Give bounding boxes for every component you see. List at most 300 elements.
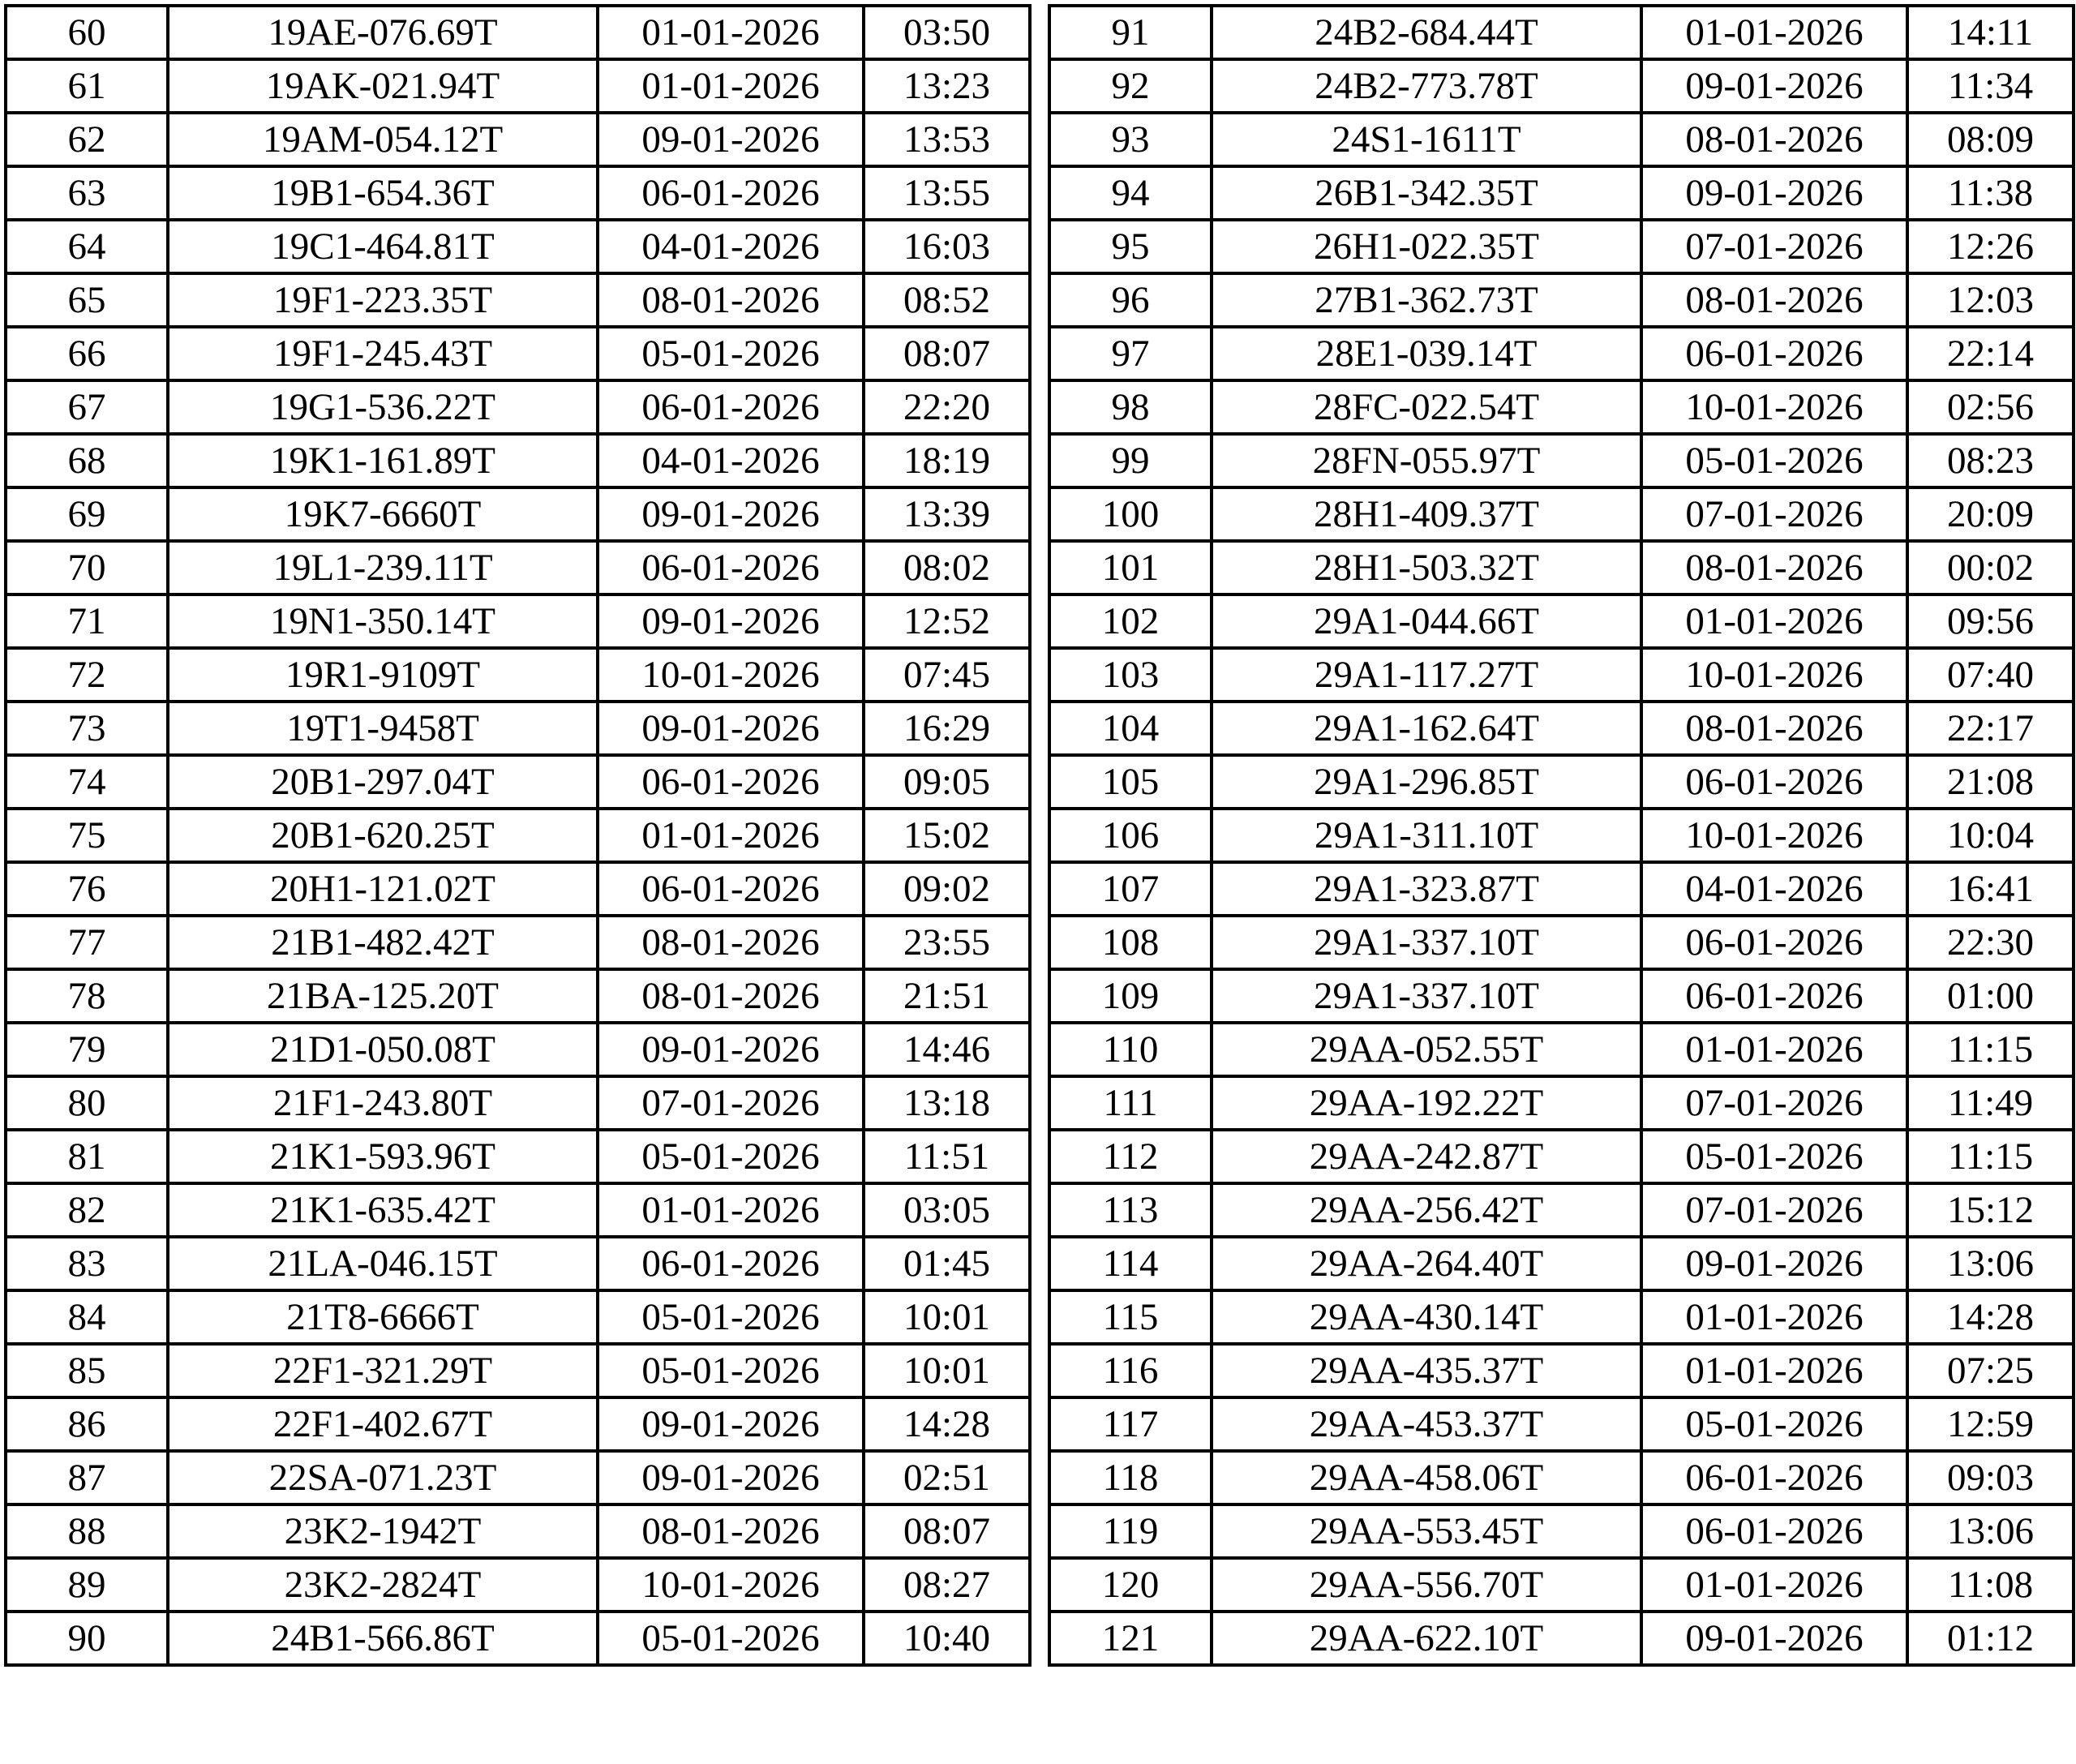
license-plate-cell: 21LA-046.15T (168, 1237, 598, 1290)
date-cell: 06-01-2026 (1641, 916, 1907, 969)
row-number-cell: 110 (1049, 1023, 1212, 1076)
date-cell: 05-01-2026 (598, 1344, 864, 1397)
time-cell: 11:15 (1907, 1023, 2074, 1076)
date-cell: 06-01-2026 (598, 1237, 864, 1290)
table-row (6, 434, 1030, 487)
license-plate-cell: 21T8-6666T (168, 1290, 598, 1344)
row-number-cell: 107 (1049, 862, 1212, 916)
date-cell: 04-01-2026 (1641, 862, 1907, 916)
row-number-cell: 112 (1049, 1130, 1212, 1183)
date-cell: 08-01-2026 (1641, 702, 1907, 755)
row-number-cell: 88 (6, 1504, 168, 1558)
table-row (1049, 1451, 2074, 1504)
license-plate-cell: 29AA-192.22T (1212, 1076, 1641, 1130)
row-number-cell: 111 (1049, 1076, 1212, 1130)
table-row (6, 648, 1030, 702)
date-cell: 09-01-2026 (598, 702, 864, 755)
row-number-cell: 101 (1049, 541, 1212, 594)
date-cell: 09-01-2026 (598, 113, 864, 166)
time-cell: 11:34 (1907, 59, 2074, 113)
license-plate-cell: 21B1-482.42T (168, 916, 598, 969)
table-row (1049, 273, 2074, 327)
license-plate-cell: 28H1-409.37T (1212, 487, 1641, 541)
date-cell: 06-01-2026 (1641, 969, 1907, 1023)
time-cell: 09:03 (1907, 1451, 2074, 1504)
table-row (6, 327, 1030, 380)
row-number-cell: 84 (6, 1290, 168, 1344)
row-number-cell: 73 (6, 702, 168, 755)
date-cell: 05-01-2026 (1641, 1130, 1907, 1183)
time-cell: 12:59 (1907, 1397, 2074, 1451)
table-row (1049, 755, 2074, 809)
row-number-cell: 104 (1049, 702, 1212, 755)
time-cell: 13:53 (864, 113, 1030, 166)
date-cell: 01-01-2026 (598, 1183, 864, 1237)
date-cell: 01-01-2026 (598, 6, 864, 59)
row-number-cell: 66 (6, 327, 168, 380)
time-cell: 20:09 (1907, 487, 2074, 541)
license-plate-cell: 29AA-458.06T (1212, 1451, 1641, 1504)
table-row (1049, 702, 2074, 755)
license-plate-cell: 21F1-243.80T (168, 1076, 598, 1130)
time-cell: 03:05 (864, 1183, 1030, 1237)
license-plate-cell: 20B1-297.04T (168, 755, 598, 809)
time-cell: 09:02 (864, 862, 1030, 916)
date-cell: 09-01-2026 (598, 1023, 864, 1076)
row-number-cell: 115 (1049, 1290, 1212, 1344)
license-plate-cell: 24B1-566.86T (168, 1612, 598, 1665)
time-cell: 08:02 (864, 541, 1030, 594)
time-cell: 22:20 (864, 380, 1030, 434)
date-cell: 09-01-2026 (598, 487, 864, 541)
table-row (6, 1290, 1030, 1344)
time-cell: 10:40 (864, 1612, 1030, 1665)
date-cell: 05-01-2026 (598, 1130, 864, 1183)
time-cell: 14:28 (1907, 1290, 2074, 1344)
license-plate-cell: 29AA-622.10T (1212, 1612, 1641, 1665)
date-cell: 01-01-2026 (1641, 1290, 1907, 1344)
license-plate-cell: 29AA-435.37T (1212, 1344, 1641, 1397)
license-plate-cell: 19L1-239.11T (168, 541, 598, 594)
row-number-cell: 102 (1049, 594, 1212, 648)
table-row (6, 541, 1030, 594)
time-cell: 12:52 (864, 594, 1030, 648)
date-cell: 09-01-2026 (598, 1451, 864, 1504)
table-row (1049, 1237, 2074, 1290)
license-plate-cell: 21K1-635.42T (168, 1183, 598, 1237)
license-plate-cell: 29A1-296.85T (1212, 755, 1641, 809)
table-row (6, 1504, 1030, 1558)
license-plate-cell: 23K2-2824T (168, 1558, 598, 1612)
time-cell: 12:26 (1907, 220, 2074, 273)
time-cell: 13:23 (864, 59, 1030, 113)
table-row (1049, 434, 2074, 487)
date-cell: 09-01-2026 (1641, 1237, 1907, 1290)
table-row (6, 1558, 1030, 1612)
license-plate-cell: 29A1-044.66T (1212, 594, 1641, 648)
table-row (6, 166, 1030, 220)
row-number-cell: 97 (1049, 327, 1212, 380)
date-cell: 07-01-2026 (1641, 1183, 1907, 1237)
violation-table-right (1048, 4, 2075, 1667)
license-plate-cell: 29A1-337.10T (1212, 969, 1641, 1023)
license-plate-cell: 22F1-402.67T (168, 1397, 598, 1451)
time-cell: 22:30 (1907, 916, 2074, 969)
table-row (6, 1451, 1030, 1504)
time-cell: 08:27 (864, 1558, 1030, 1612)
row-number-cell: 91 (1049, 6, 1212, 59)
license-plate-cell: 21D1-050.08T (168, 1023, 598, 1076)
row-number-cell: 121 (1049, 1612, 1212, 1665)
row-number-cell: 116 (1049, 1344, 1212, 1397)
date-cell: 06-01-2026 (598, 541, 864, 594)
table-row (6, 6, 1030, 59)
table-row (1049, 59, 2074, 113)
row-number-cell: 117 (1049, 1397, 1212, 1451)
time-cell: 21:51 (864, 969, 1030, 1023)
time-cell: 01:12 (1907, 1612, 2074, 1665)
table-row (6, 1183, 1030, 1237)
date-cell: 10-01-2026 (598, 1558, 864, 1612)
license-plate-cell: 19C1-464.81T (168, 220, 598, 273)
table-row (6, 702, 1030, 755)
date-cell: 06-01-2026 (598, 755, 864, 809)
license-plate-cell: 19B1-654.36T (168, 166, 598, 220)
table-row (6, 59, 1030, 113)
license-plate-cell: 29A1-311.10T (1212, 809, 1641, 862)
license-plate-cell: 19F1-223.35T (168, 273, 598, 327)
time-cell: 01:00 (1907, 969, 2074, 1023)
table-row (6, 487, 1030, 541)
time-cell: 07:45 (864, 648, 1030, 702)
row-number-cell: 79 (6, 1023, 168, 1076)
license-plate-cell: 21K1-593.96T (168, 1130, 598, 1183)
time-cell: 18:19 (864, 434, 1030, 487)
date-cell: 05-01-2026 (1641, 1397, 1907, 1451)
license-plate-cell: 29AA-242.87T (1212, 1130, 1641, 1183)
license-plate-cell: 19K1-161.89T (168, 434, 598, 487)
row-number-cell: 70 (6, 541, 168, 594)
time-cell: 02:56 (1907, 380, 2074, 434)
license-plate-cell: 29AA-430.14T (1212, 1290, 1641, 1344)
table-row (1049, 327, 2074, 380)
date-cell: 10-01-2026 (1641, 380, 1907, 434)
time-cell: 21:08 (1907, 755, 2074, 809)
row-number-cell: 89 (6, 1558, 168, 1612)
date-cell: 07-01-2026 (598, 1076, 864, 1130)
time-cell: 16:41 (1907, 862, 2074, 916)
row-number-cell: 118 (1049, 1451, 1212, 1504)
date-cell: 08-01-2026 (1641, 541, 1907, 594)
time-cell: 10:01 (864, 1344, 1030, 1397)
license-plate-cell: 29AA-453.37T (1212, 1397, 1641, 1451)
table-row (6, 1076, 1030, 1130)
row-number-cell: 109 (1049, 969, 1212, 1023)
row-number-cell: 114 (1049, 1237, 1212, 1290)
time-cell: 13:18 (864, 1076, 1030, 1130)
license-plate-cell: 22F1-321.29T (168, 1344, 598, 1397)
row-number-cell: 72 (6, 648, 168, 702)
row-number-cell: 69 (6, 487, 168, 541)
license-plate-cell: 29AA-052.55T (1212, 1023, 1641, 1076)
table-row (1049, 1023, 2074, 1076)
date-cell: 07-01-2026 (1641, 1076, 1907, 1130)
license-plate-cell: 23K2-1942T (168, 1504, 598, 1558)
table-row (1049, 113, 2074, 166)
date-cell: 05-01-2026 (598, 327, 864, 380)
time-cell: 10:04 (1907, 809, 2074, 862)
time-cell: 08:07 (864, 327, 1030, 380)
date-cell: 05-01-2026 (598, 1290, 864, 1344)
row-number-cell: 103 (1049, 648, 1212, 702)
date-cell: 06-01-2026 (1641, 755, 1907, 809)
license-plate-cell: 29A1-117.27T (1212, 648, 1641, 702)
table-row (1049, 380, 2074, 434)
license-plate-cell: 19AM-054.12T (168, 113, 598, 166)
time-cell: 08:07 (864, 1504, 1030, 1558)
date-cell: 09-01-2026 (1641, 166, 1907, 220)
date-cell: 06-01-2026 (598, 862, 864, 916)
table-row (1049, 6, 2074, 59)
time-cell: 13:06 (1907, 1237, 2074, 1290)
license-plate-cell: 29AA-264.40T (1212, 1237, 1641, 1290)
time-cell: 09:05 (864, 755, 1030, 809)
license-plate-cell: 20H1-121.02T (168, 862, 598, 916)
table-row (1049, 648, 2074, 702)
row-number-cell: 100 (1049, 487, 1212, 541)
license-plate-cell: 29AA-556.70T (1212, 1558, 1641, 1612)
date-cell: 05-01-2026 (598, 1612, 864, 1665)
time-cell: 07:25 (1907, 1344, 2074, 1397)
license-plate-cell: 29AA-553.45T (1212, 1504, 1641, 1558)
time-cell: 11:38 (1907, 166, 2074, 220)
table-row (6, 1397, 1030, 1451)
license-plate-cell: 19F1-245.43T (168, 327, 598, 380)
date-cell: 01-01-2026 (1641, 1558, 1907, 1612)
license-plate-cell: 29A1-323.87T (1212, 862, 1641, 916)
row-number-cell: 113 (1049, 1183, 1212, 1237)
row-number-cell: 106 (1049, 809, 1212, 862)
table-row (1049, 1612, 2074, 1665)
license-plate-cell: 19T1-9458T (168, 702, 598, 755)
time-cell: 16:03 (864, 220, 1030, 273)
row-number-cell: 63 (6, 166, 168, 220)
date-cell: 07-01-2026 (1641, 220, 1907, 273)
license-plate-cell: 29A1-162.64T (1212, 702, 1641, 755)
table-row (6, 1130, 1030, 1183)
table-row (6, 1612, 1030, 1665)
date-cell: 01-01-2026 (1641, 594, 1907, 648)
row-number-cell: 99 (1049, 434, 1212, 487)
table-row (1049, 1558, 2074, 1612)
date-cell: 06-01-2026 (1641, 327, 1907, 380)
date-cell: 04-01-2026 (598, 220, 864, 273)
row-number-cell: 105 (1049, 755, 1212, 809)
table-row (6, 1237, 1030, 1290)
row-number-cell: 61 (6, 59, 168, 113)
time-cell: 22:17 (1907, 702, 2074, 755)
license-plate-cell: 19R1-9109T (168, 648, 598, 702)
table-row (1049, 166, 2074, 220)
time-cell: 11:15 (1907, 1130, 2074, 1183)
table-row (1049, 220, 2074, 273)
row-number-cell: 68 (6, 434, 168, 487)
table-row (1049, 1183, 2074, 1237)
row-number-cell: 65 (6, 273, 168, 327)
row-number-cell: 98 (1049, 380, 1212, 434)
row-number-cell: 120 (1049, 1558, 1212, 1612)
license-plate-cell: 29A1-337.10T (1212, 916, 1641, 969)
row-number-cell: 62 (6, 113, 168, 166)
row-number-cell: 77 (6, 916, 168, 969)
time-cell: 12:03 (1907, 273, 2074, 327)
license-plate-cell: 20B1-620.25T (168, 809, 598, 862)
date-cell: 10-01-2026 (1641, 648, 1907, 702)
table-row (6, 916, 1030, 969)
license-plate-cell: 19G1-536.22T (168, 380, 598, 434)
row-number-cell: 67 (6, 380, 168, 434)
time-cell: 08:52 (864, 273, 1030, 327)
violation-table-body (6, 6, 1030, 1665)
date-cell: 08-01-2026 (598, 916, 864, 969)
table-row (6, 809, 1030, 862)
license-plate-cell: 22SA-071.23T (168, 1451, 598, 1504)
time-cell: 15:02 (864, 809, 1030, 862)
table-row (1049, 1290, 2074, 1344)
date-cell: 01-01-2026 (1641, 1344, 1907, 1397)
time-cell: 07:40 (1907, 648, 2074, 702)
date-cell: 10-01-2026 (598, 648, 864, 702)
table-row (6, 594, 1030, 648)
table-row (6, 380, 1030, 434)
time-cell: 15:12 (1907, 1183, 2074, 1237)
time-cell: 11:08 (1907, 1558, 2074, 1612)
table-row (1049, 916, 2074, 969)
date-cell: 08-01-2026 (598, 1504, 864, 1558)
date-cell: 05-01-2026 (1641, 434, 1907, 487)
date-cell: 09-01-2026 (1641, 59, 1907, 113)
row-number-cell: 80 (6, 1076, 168, 1130)
table-row (6, 862, 1030, 916)
table-row (1049, 1397, 2074, 1451)
row-number-cell: 96 (1049, 273, 1212, 327)
license-plate-cell: 28FN-055.97T (1212, 434, 1641, 487)
time-cell: 13:55 (864, 166, 1030, 220)
row-number-cell: 90 (6, 1612, 168, 1665)
row-number-cell: 71 (6, 594, 168, 648)
time-cell: 13:39 (864, 487, 1030, 541)
row-number-cell: 81 (6, 1130, 168, 1183)
time-cell: 22:14 (1907, 327, 2074, 380)
time-cell: 11:51 (864, 1130, 1030, 1183)
time-cell: 13:06 (1907, 1504, 2074, 1558)
license-plate-cell: 24B2-773.78T (1212, 59, 1641, 113)
row-number-cell: 94 (1049, 166, 1212, 220)
table-row (6, 1344, 1030, 1397)
table-row (6, 1023, 1030, 1076)
date-cell: 06-01-2026 (1641, 1451, 1907, 1504)
date-cell: 07-01-2026 (1641, 487, 1907, 541)
license-plate-cell: 24S1-1611T (1212, 113, 1641, 166)
date-cell: 06-01-2026 (598, 380, 864, 434)
time-cell: 14:46 (864, 1023, 1030, 1076)
license-plate-cell: 19K7-6660T (168, 487, 598, 541)
time-cell: 09:56 (1907, 594, 2074, 648)
table-row (6, 273, 1030, 327)
time-cell: 11:49 (1907, 1076, 2074, 1130)
table-row (1049, 969, 2074, 1023)
table-row (6, 969, 1030, 1023)
time-cell: 14:11 (1907, 6, 2074, 59)
license-plate-cell: 27B1-362.73T (1212, 273, 1641, 327)
table-row (1049, 1504, 2074, 1558)
time-cell: 14:28 (864, 1397, 1030, 1451)
row-number-cell: 92 (1049, 59, 1212, 113)
date-cell: 01-01-2026 (1641, 6, 1907, 59)
date-cell: 08-01-2026 (598, 273, 864, 327)
time-cell: 10:01 (864, 1290, 1030, 1344)
time-cell: 16:29 (864, 702, 1030, 755)
row-number-cell: 82 (6, 1183, 168, 1237)
license-plate-cell: 24B2-684.44T (1212, 6, 1641, 59)
table-row (1049, 809, 2074, 862)
table-row (1049, 594, 2074, 648)
table-row (1049, 862, 2074, 916)
time-cell: 00:02 (1907, 541, 2074, 594)
date-cell: 04-01-2026 (598, 434, 864, 487)
row-number-cell: 86 (6, 1397, 168, 1451)
date-cell: 08-01-2026 (1641, 273, 1907, 327)
row-number-cell: 74 (6, 755, 168, 809)
table-row (6, 755, 1030, 809)
row-number-cell: 75 (6, 809, 168, 862)
row-number-cell: 85 (6, 1344, 168, 1397)
time-cell: 02:51 (864, 1451, 1030, 1504)
row-number-cell: 83 (6, 1237, 168, 1290)
date-cell: 01-01-2026 (598, 59, 864, 113)
table-row (1049, 541, 2074, 594)
license-plate-cell: 21BA-125.20T (168, 969, 598, 1023)
time-cell: 03:50 (864, 6, 1030, 59)
date-cell: 09-01-2026 (1641, 1612, 1907, 1665)
row-number-cell: 60 (6, 6, 168, 59)
license-plate-cell: 28FC-022.54T (1212, 380, 1641, 434)
date-cell: 09-01-2026 (598, 1397, 864, 1451)
table-row (6, 113, 1030, 166)
license-plate-cell: 28H1-503.32T (1212, 541, 1641, 594)
time-cell: 01:45 (864, 1237, 1030, 1290)
date-cell: 09-01-2026 (598, 594, 864, 648)
date-cell: 01-01-2026 (1641, 1023, 1907, 1076)
row-number-cell: 78 (6, 969, 168, 1023)
license-plate-cell: 28E1-039.14T (1212, 327, 1641, 380)
license-plate-cell: 26H1-022.35T (1212, 220, 1641, 273)
license-plate-cell: 19N1-350.14T (168, 594, 598, 648)
table-row (1049, 1344, 2074, 1397)
row-number-cell: 119 (1049, 1504, 1212, 1558)
license-plate-cell: 19AE-076.69T (168, 6, 598, 59)
violation-table-left (4, 4, 1032, 1667)
date-cell: 08-01-2026 (1641, 113, 1907, 166)
time-cell: 23:55 (864, 916, 1030, 969)
row-number-cell: 108 (1049, 916, 1212, 969)
table-row (1049, 1130, 2074, 1183)
date-cell: 01-01-2026 (598, 809, 864, 862)
date-cell: 08-01-2026 (598, 969, 864, 1023)
table-row (1049, 487, 2074, 541)
row-number-cell: 95 (1049, 220, 1212, 273)
time-cell: 08:09 (1907, 113, 2074, 166)
